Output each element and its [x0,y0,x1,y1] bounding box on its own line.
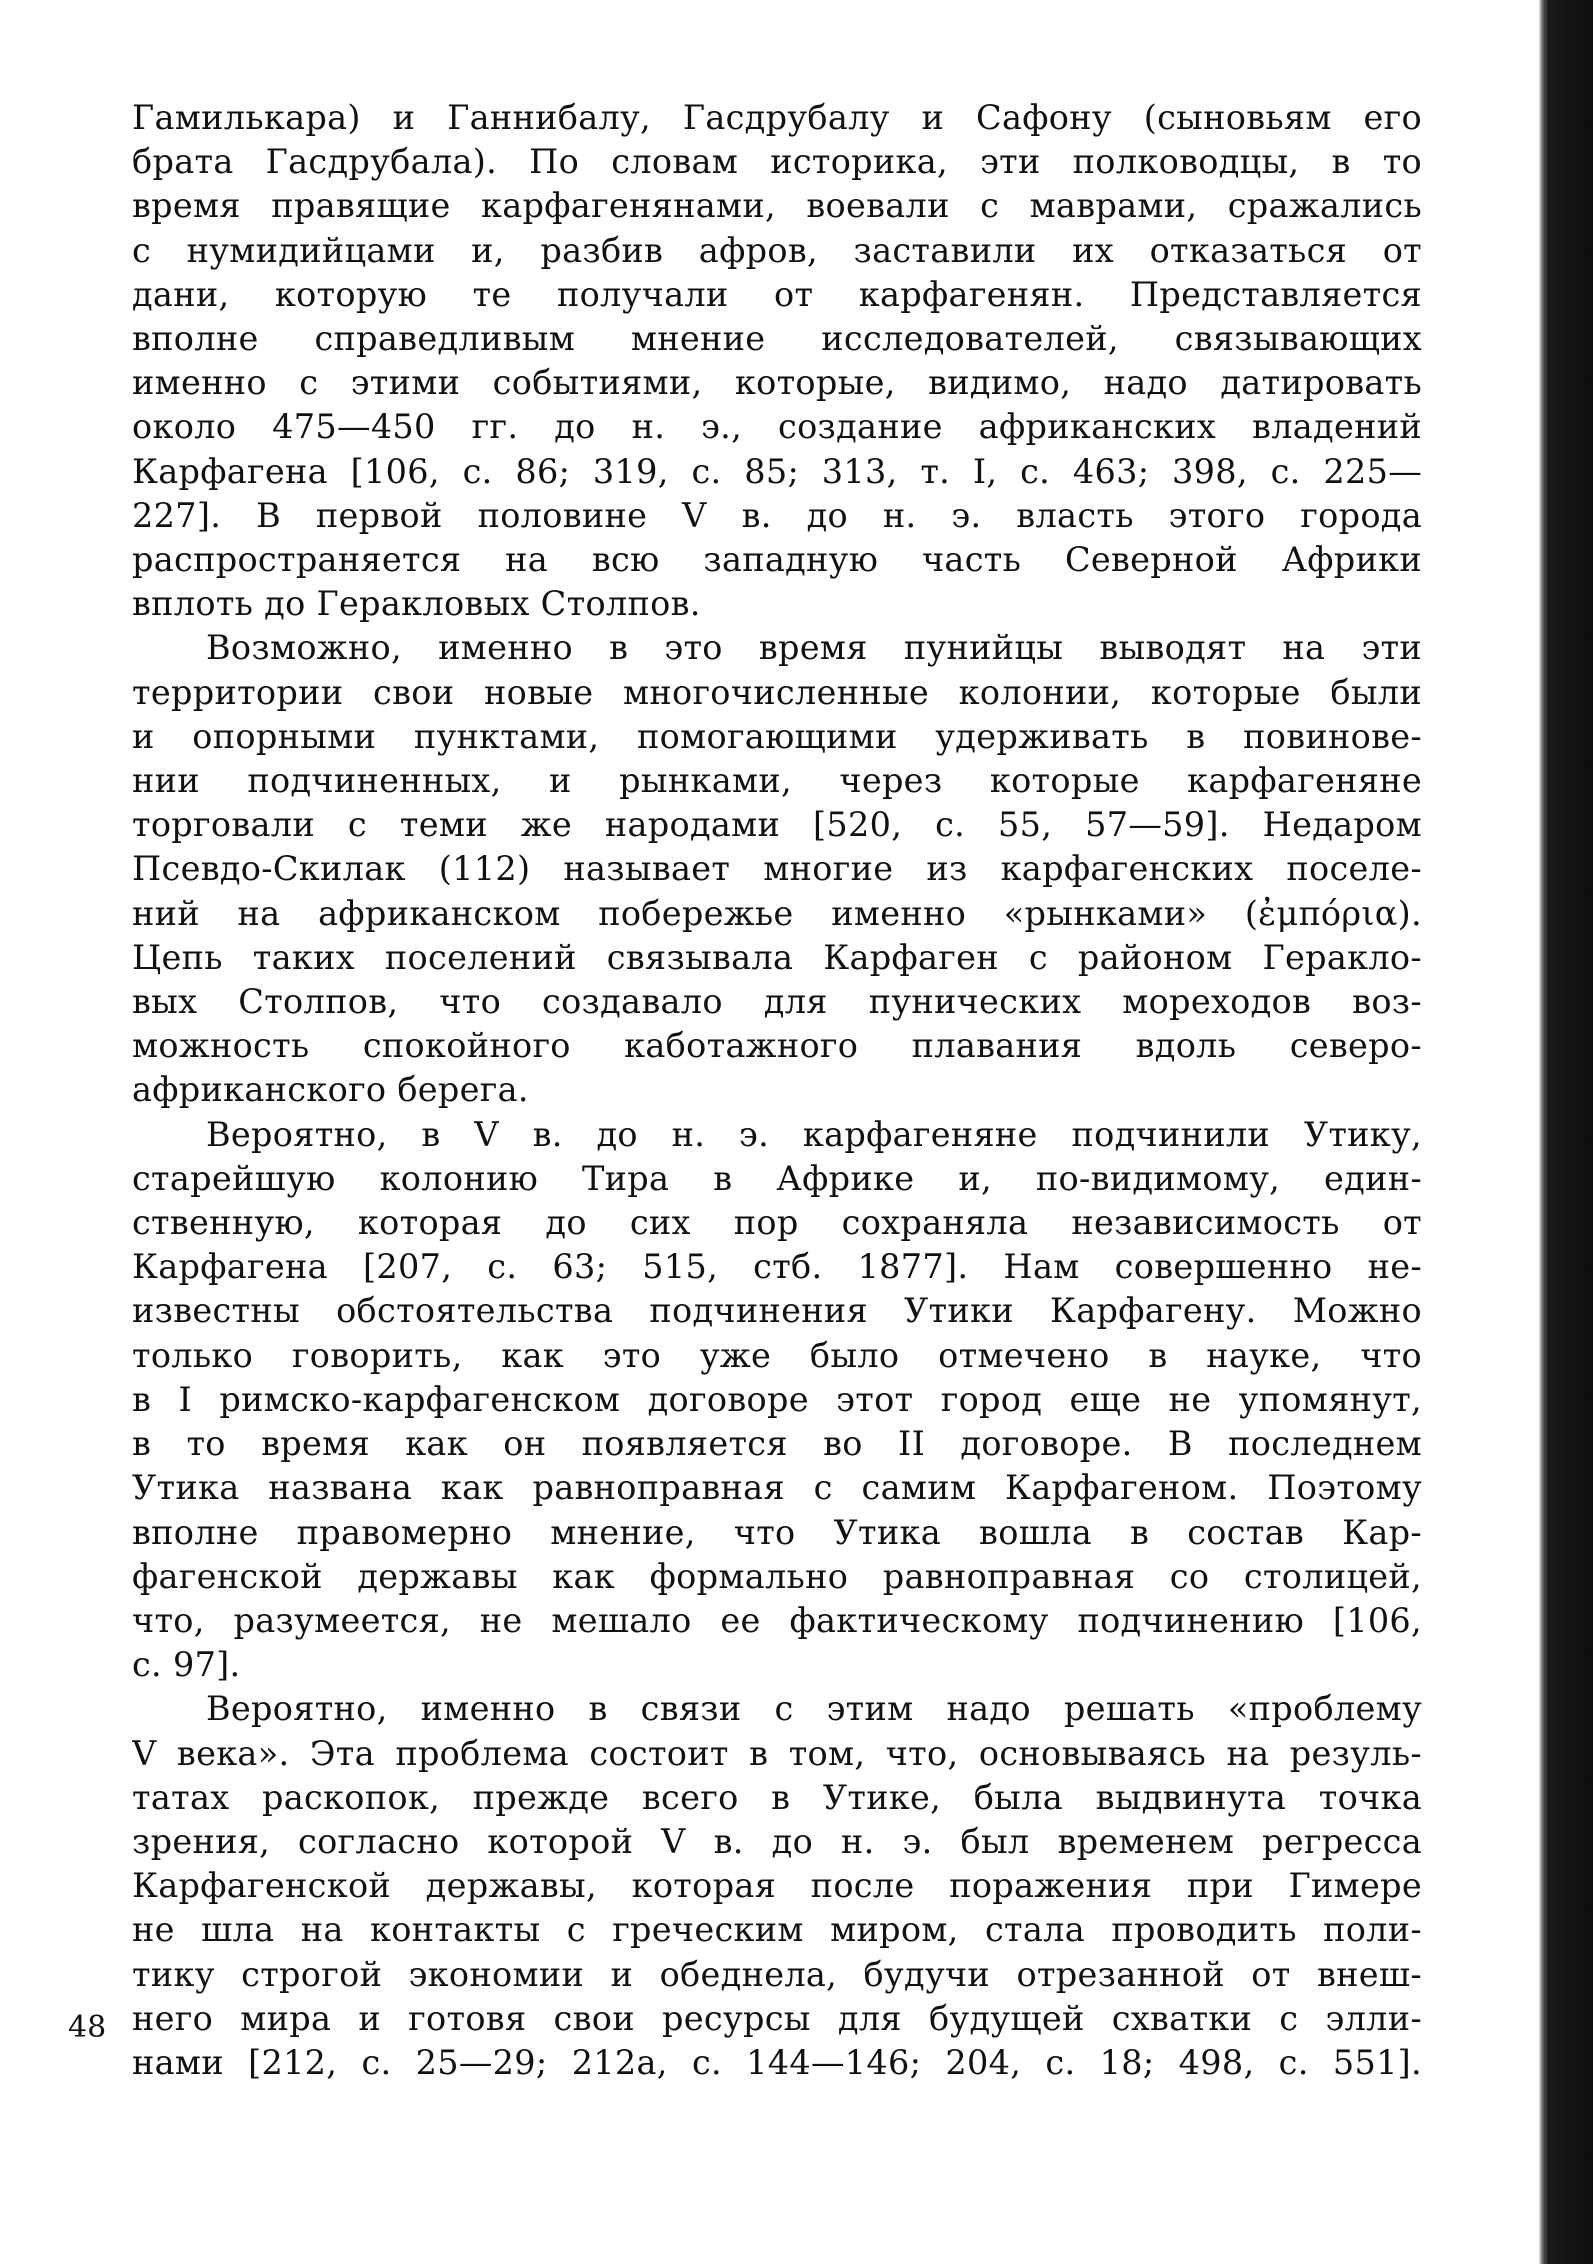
text-line: ний на африканском побережье именно «рынками» (ἐμπόρια). [132,893,1422,933]
page-text-block [132,96,1422,2085]
text-line: ственную, которая до сих пор сохраняла независимость от [132,1203,1422,1243]
text-line: нами [212, с. 25—29; 212а, с. 144—146; 204, с. 18; 498, с. 551]. [132,2042,1422,2082]
text-line: не шла на контакты с греческим миром, стала проводить поли- [132,1910,1422,1950]
text-line: что, разумеется, не мешало ее фактическому подчинению [106, [132,1600,1422,1640]
text-line: 227]. В первой половине V в. до н. э. власть этого города [132,495,1422,535]
text-line: вплоть до Геракловых Столпов. [132,584,701,624]
text-line: Карфагенской державы, которая после поражения при Гимере [132,1866,1422,1906]
text-line: Карфагена [207, с. 63; 515, стб. 1877]. Нам совершенно не- [132,1247,1422,1287]
text-line: Карфагена [106, с. 86; 319, с. 85; 313, т. I, с. 463; 398, с. 225— [132,451,1422,491]
text-line: вполне правомерно мнение, что Утика вошла в состав Кар- [132,1512,1422,1552]
text-line: торговали с теми же народами [520, с. 55, 57—59]. Недаром [132,805,1422,845]
text-line: именно с этими событиями, которые, видимо, надо датировать [132,363,1422,403]
text-line: и опорными пунктами, помогающими удерживать в повинове- [132,716,1422,756]
text-line: старейшую колонию Тира в Африке и, по-видимому, един- [132,1158,1422,1198]
text-line: татах раскопок, прежде всего в Утике, была выдвинута точка [132,1777,1422,1817]
paragraph-4 [132,1687,1422,2085]
paragraph-1 [132,96,1422,626]
text-line: распространяется на всю западную часть Северной Африки [132,540,1422,580]
text-line: Возможно, именно в это время пунийцы выводят на эти [206,628,1422,668]
text-line: Псевдо-Скилак (112) называет многие из карфагенских поселе- [132,849,1422,889]
text-line: вых Столпов, что создавало для пунических мореходов воз- [132,982,1422,1022]
text-line: него мира и готовя свои ресурсы для будущей схватки с элли- [132,1998,1422,2038]
scan-binding-edge [1515,0,1593,2264]
text-line: территории свои новые многочисленные колонии, которые были [132,672,1422,712]
text-line: Гамилькара) и Ганнибалу, Гасдрубалу и Сафону (сыновьям его [132,98,1422,137]
text-line: около 475—450 гг. до н. э., создание африканских владений [132,407,1422,447]
text-line: известны обстоятельства подчинения Утики Карфагену. Можно [132,1291,1422,1331]
text-line: брата Гасдрубала). По словам историка, эти полководцы, в то [132,142,1422,182]
text-line: нии подчиненных, и рынками, через которые карфагеняне [132,761,1422,801]
page-number: 48 [68,2010,107,2045]
text-line: V века». Эта проблема состоит в том, что, основываясь на резуль- [132,1733,1422,1773]
text-line: в I римско-карфагенском договоре этот город еще не упомянут, [132,1379,1422,1419]
text-line: вполне справедливым мнение исследователей, связывающих [132,319,1422,359]
paragraph-2 [132,626,1422,1112]
text-line: африканского берега. [132,1070,529,1110]
text-line: фагенской державы как формально равноправная со столицей, [132,1556,1422,1596]
text-line: в то время как он появляется во II договоре. В последнем [132,1424,1422,1464]
text-line: Утика названа как равноправная с самим Карфагеном. Поэтому [132,1468,1422,1508]
text-line: Вероятно, именно в связи с этим надо решать «проблему [206,1689,1422,1729]
text-line: можность спокойного каботажного плавания вдоль северо- [132,1026,1422,1066]
text-line: с нумидийцами и, разбив афров, заставили их отказаться от [132,230,1422,270]
text-line: только говорить, как это уже было отмечено в науке, что [132,1335,1422,1375]
text-line: зрения, согласно которой V в. до н. э. был временем регресса [132,1821,1422,1861]
text-line: тику строгой экономии и обеднела, будучи отрезанной от внеш- [132,1954,1422,1994]
text-line: дани, которую те получали от карфагенян. Представляется [132,274,1422,314]
paragraph-3 [132,1113,1422,1688]
text-line: с. 97]. [132,1645,241,1685]
text-line: Цепь таких поселений связывала Карфаген с районом Геракло- [132,937,1422,977]
text-line: время правящие карфагенянами, воевали с маврами, сражались [132,186,1422,226]
text-line: Вероятно, в V в. до н. э. карфагеняне подчинили Утику, [206,1114,1422,1154]
